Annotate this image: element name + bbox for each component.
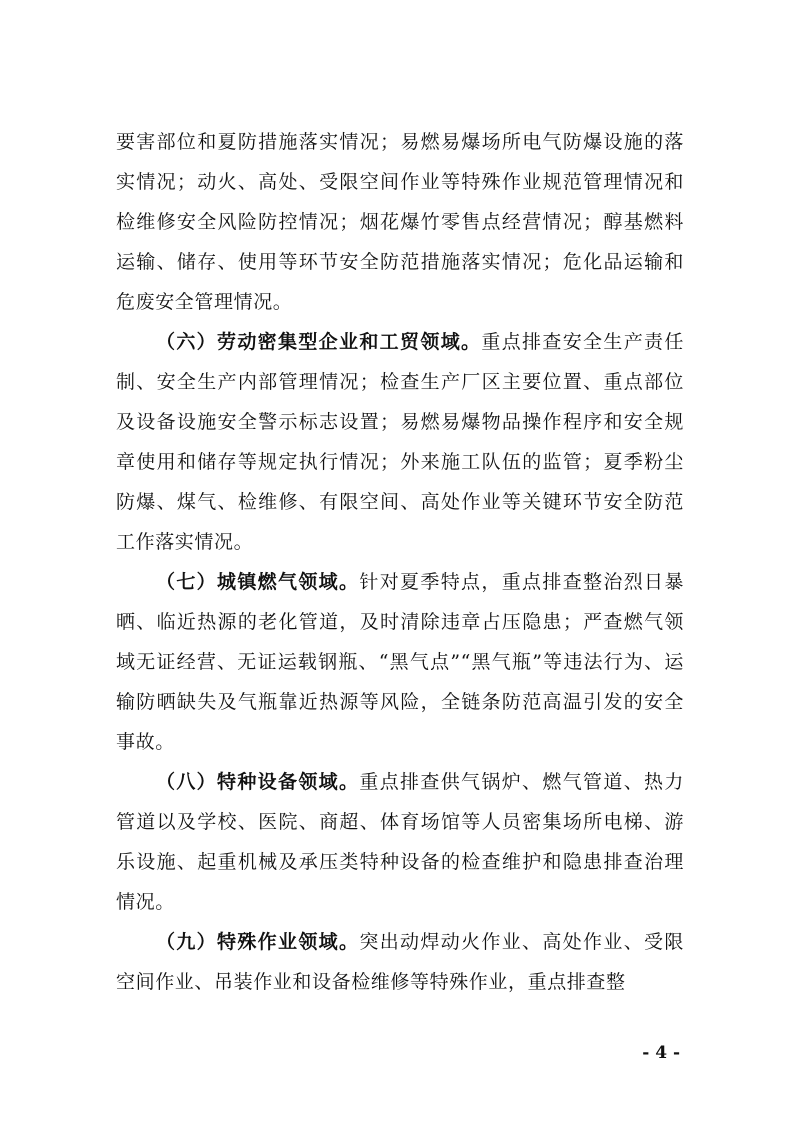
section-heading: （七）城镇燃气领域。: [156, 571, 360, 593]
paragraph-city-gas: [116, 562, 684, 762]
paragraph-text: 重点排查供气锅炉、燃气管道、热力管道以及学校、医院、商超、体育场馆等人员密集场所电梯、游乐设施、起重机械及承压类特种设备的检查维护和隐患排查治理情况。: [116, 771, 684, 913]
page-number: - 4 -: [642, 1043, 680, 1063]
paragraph-text: 针对夏季特点，重点排查整治烈日暴晒、临近热源的老化管道，及时清除违章占压隐患；严查燃气领域无证经营、无证运载钢瓶、“黑气点”“黑气瓶”等违法行为、运输防晒缺失及气瓶靠近热源等风险，全链条防范高温引发的安全事故。: [116, 571, 684, 753]
document-body: [116, 122, 684, 1002]
paragraph-text: 要害部位和夏防措施落实情况；易燃易爆场所电气防爆设施的落实情况；动火、高处、受限空间作业等特殊作业规范管理情况和检维修安全风险防控情况；烟花爆竹零售点经营情况；醇基燃料运输、储存、使用等环节安全防范措施落实情况；危化品运输和危废安全管理情况。: [116, 131, 684, 313]
section-heading: （六）劳动密集型企业和工贸领域。: [156, 331, 482, 353]
paragraph-continued: [116, 122, 684, 322]
paragraph-text: 重点排查安全生产责任制、安全生产内部管理情况；检查生产厂区主要位置、重点部位及设备设施安全警示标志设置；易燃易爆物品操作程序和安全规章使用和储存等规定执行情况；外来施工队伍的监管；夏季粉尘防爆、煤气、检维修、有限空间、高处作业等关键环节安全防范工作落实情况。: [116, 331, 684, 553]
section-heading: （九）特殊作业领域。: [156, 931, 360, 953]
paragraph-labor-intensive: [116, 322, 684, 562]
paragraph-special-equipment: [116, 762, 684, 922]
paragraph-special-operations: [116, 922, 684, 1002]
paragraph-text: 突出动焊动火作业、高处作业、受限空间作业、吊装作业和设备检维修等特殊作业，重点排查整: [116, 931, 684, 993]
section-heading: （八）特种设备领域。: [156, 771, 360, 793]
